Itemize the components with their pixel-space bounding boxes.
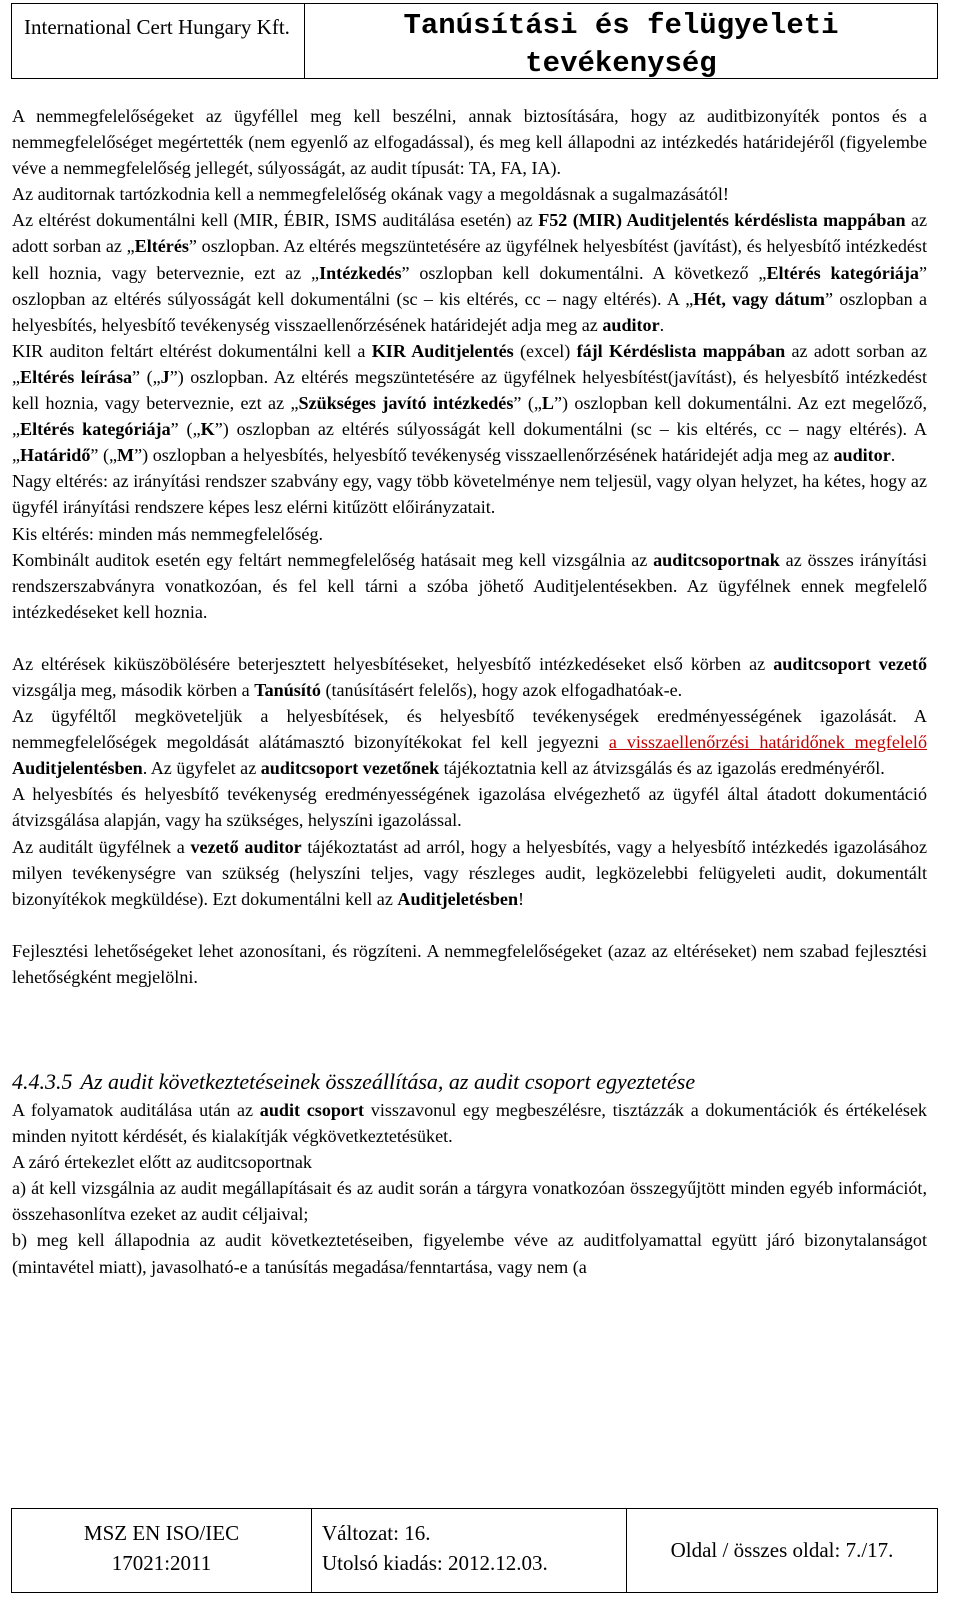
page-header [11, 3, 938, 79]
paragraph: A nemmegfelelőségeket az ügyféllel meg kell beszélni, annak biztosítására, hogy az auditbizonyíték pontos és a nemmegfelelőséget megértették (nem egyenlő az elfogadással), és meg kell állapodni az intézkedés határidejéről (figyelembe véve a nemmegfelelőség jellegét, súlyosságát, az audit típusát: TA, FA, IA). [12, 106, 927, 179]
version-info: Változat: 16. Utolsó kiadás: 2012.12.03. [312, 1509, 627, 1592]
paragraph: Az ügyféltől megköveteljük a helyesbítések, és helyesbítő tevékenységek eredményességének igazolását. A nemmegfelelőségek megoldását alátámasztó bizonyítékokat fel kell jegyezni a visszaellenőrzési határidőnek megfelelő Auditjelentésben. Az ügyfelet az auditcsoport vezetőnek tájékoztatnia kell az átvizsgálás és az igazolás eredményéről. [12, 706, 927, 779]
standard-reference: MSZ EN ISO/IEC 17021:2011 [12, 1509, 312, 1592]
paragraph: Nagy eltérés: az irányítási rendszer szabvány egy, vagy több követelménye nem teljesül, vagy olyan helyzet, ha kétes, hogy az ügyfél irányítási rendszere képes lesz elérni kitűzött előirányzatait. [12, 471, 927, 518]
list-item: a) át kell vizsgálnia az audit megállapításait és az audit során a tárgyra vonatkozóan összegyűjtött minden egyéb információt, összehasonlítva ezeket az audit céljaival; [12, 1178, 927, 1225]
list-item: b) meg kell állapodnia az audit következtetéseiben, figyelembe véve az auditfolyamattal együtt járó bizonytalanságot (mintavétel miatt), javasolható-e a tanúsítás megadása/fenntartása, vagy nem (a [12, 1230, 927, 1277]
paragraph: Az auditált ügyfélnek a vezető auditor tájékoztatást ad arról, hogy a helyesbítés, vagy a helyesbítő intézkedés igazolásához milyen tevékenységre van szükség (helyszíni teljes, vagy részleges audit, legközelebbi felügyeleti audit, dokumentált bizonyítékok megküldése). Ezt dokumentálni kell az Auditjeletésben! [12, 836, 927, 909]
document-body [12, 103, 927, 1280]
paragraph: Az eltérések kiküszöbölésére beterjesztett helyesbítéseket, helyesbítő intézkedéseket első körben az auditcsoport vezető vizsgálja meg, második körben a Tanúsító (tanúsításért felelős), hogy azok elfogadhatóak-e. [12, 653, 928, 700]
paragraph: Kis eltérés: minden más nemmegfelelőség. [12, 523, 324, 544]
company-name: International Cert Hungary Kft. [12, 4, 305, 78]
document-title: Tanúsítási és felügyeleti tevékenység [403, 9, 839, 80]
paragraph: A záró értekezlet előtt az auditcsoportnak [12, 1152, 312, 1173]
paragraph: KIR auditon feltárt eltérést dokumentálni kell a KIR Auditjelentés (excel) fájl Kérdéslista mappában az adott sorban az „Eltérés leírása” („J”) oszlopban. Az eltérés megszüntetésére az ügyfélnek helyesbítést(javítást), és helyesbítő intézkedést kell hoznia, vagy beterveznie, ezt az „Szükséges javító intézkedés” („L”) oszlopban kell dokumentálni. Az ezt megelőző, „Eltérés kategóriája” („K”) oszlopban az eltérés súlyosságát kell dokumentálni (sc – kis eltérés, cc – nagy eltérés). A „Határidő” („M”) oszlopban a helyesbítés, helyesbítő tevékenység visszaellenőrzésének határidejét adja meg az auditor. [12, 340, 927, 466]
paragraph: A folyamatok auditálása után az audit csoport visszavonul egy megbeszélésre, tisztázzák a dokumentációk és értékelések minden nyitott kérdését, és kialakítják végkövetkeztetésüket. [12, 1100, 927, 1147]
highlighted-link-text: a visszaellenőrzési határidőnek megfelelő [608, 732, 927, 753]
paragraph: Az auditornak tartózkodnia kell a nemmegfelelőség okának vagy a megoldásnak a sugalmazásától! [12, 184, 729, 205]
section-heading: 4.4.3.5 Az audit következtetéseinek összeállítása, az audit csoport egyeztetése [12, 1069, 696, 1094]
paragraph: Fejlesztési lehetőségeket lehet azonosítani, és rögzíteni. A nemmegfelelőségeket (azaz az eltéréseket) nem szabad fejlesztési lehetőségként megjelölni. [12, 940, 927, 987]
paragraph: A helyesbítés és helyesbítő tevékenység eredményességének igazolása elvégezhető az ügyfél által átadott dokumentáció átvizsgálása alapján, vagy ha szükséges, helyszíni igazolással. [12, 784, 927, 831]
paragraph: Kombinált auditok esetén egy feltárt nemmegfelelőség hatásait meg kell vizsgálnia az auditcsoportnak az összes irányítási rendszerszabványra vonatkozóan, és fel kell tárni a szóba jöhető Auditjelentésekben. Az ügyfélnek ennek megfelelő intézkedéseket kell hoznia. [12, 549, 927, 622]
page-number: Oldal / összes oldal: 7./17. [670, 1538, 894, 1562]
page-footer [11, 1508, 938, 1593]
paragraph: Az eltérést dokumentálni kell (MIR, ÉBIR, ISMS auditálása esetén) az F52 (MIR) Auditjelentés kérdéslista mappában az adott sorban az „Eltérés” oszlopban. Az eltérés megszüntetésére az ügyfélnek helyesbítést (javítást), és helyesbítő intézkedést kell hoznia, vagy beterveznie, ezt az „Intézkedés” oszlopban kell dokumentálni. A következő „Eltérés kategóriája” oszlopban az eltérés súlyosságát kell dokumentálni (sc – kis eltérés, cc – nagy eltérés). A „Hét, vagy dátum” oszlopban a helyesbítés, helyesbítő tevékenység visszaellenőrzésének határidejét adja meg az auditor. [12, 210, 928, 335]
